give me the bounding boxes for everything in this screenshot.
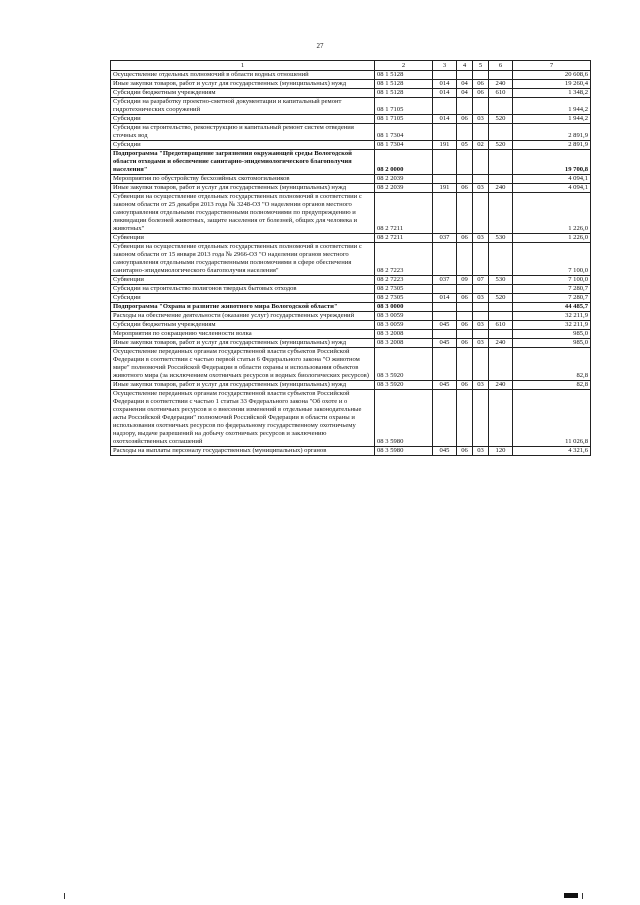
row-code: 08 3 0059	[375, 312, 433, 321]
row-admin-code: 045	[433, 321, 457, 330]
row-expense-type	[489, 124, 513, 141]
row-admin-code	[433, 150, 457, 175]
row-admin-code: 014	[433, 115, 457, 124]
row-amount: 1 944,2	[513, 115, 591, 124]
row-expense-type: 520	[489, 141, 513, 150]
row-name: Субсидии на строительство, реконструкцию и капитальный ремонт систем отведения сточных вод	[111, 124, 375, 141]
row-name: Расходы на выплаты персоналу государственных (муниципальных) органов	[111, 447, 375, 456]
row-name: Субсидии на строительство полигонов твердых бытовых отходов	[111, 285, 375, 294]
row-section	[457, 71, 473, 80]
scan-mark	[64, 893, 65, 899]
row-expense-type	[489, 175, 513, 184]
table-row	[111, 303, 591, 312]
row-code: 08 3 2008	[375, 330, 433, 339]
row-amount: 7 100,0	[513, 243, 591, 276]
header-cell: 5	[473, 61, 489, 71]
row-amount: 11 026,8	[513, 390, 591, 447]
row-name: Мероприятия по сокращению численности волка	[111, 330, 375, 339]
row-expense-type	[489, 285, 513, 294]
table-row	[111, 447, 591, 456]
row-name: Субвенции	[111, 276, 375, 285]
row-amount: 82,8	[513, 348, 591, 381]
row-expense-type: 120	[489, 447, 513, 456]
row-section	[457, 243, 473, 276]
row-amount: 1 348,2	[513, 89, 591, 98]
row-subsection	[473, 175, 489, 184]
row-section: 04	[457, 80, 473, 89]
table-row	[111, 381, 591, 390]
row-expense-type: 610	[489, 321, 513, 330]
row-amount: 2 891,9	[513, 141, 591, 150]
row-subsection	[473, 390, 489, 447]
row-amount: 44 485,7	[513, 303, 591, 312]
row-name: Осуществление переданных органам государственной власти субъектов Российской Федерации в соответствии с частью первой статьи 6 Федерального закона "О животном мире" полномочий Российской Федерации в области охраны и использования объектов животного мира (за исключением охотничьих ресурсов и водных биологических ресурсов)	[111, 348, 375, 381]
table-row	[111, 330, 591, 339]
row-amount: 7 100,0	[513, 276, 591, 285]
row-subsection: 03	[473, 381, 489, 390]
row-admin-code: 014	[433, 80, 457, 89]
row-amount: 7 280,7	[513, 294, 591, 303]
row-expense-type	[489, 348, 513, 381]
row-subsection: 07	[473, 276, 489, 285]
row-expense-type: 240	[489, 184, 513, 193]
table-row	[111, 312, 591, 321]
row-expense-type	[489, 390, 513, 447]
table-row	[111, 175, 591, 184]
row-name: Мероприятия по обустройству бесхозяйных скотомогильников	[111, 175, 375, 184]
row-admin-code	[433, 124, 457, 141]
row-subsection: 03	[473, 321, 489, 330]
row-expense-type	[489, 312, 513, 321]
table-row	[111, 89, 591, 98]
table-row	[111, 243, 591, 276]
table-row	[111, 124, 591, 141]
table-row	[111, 234, 591, 243]
row-code: 08 2 7305	[375, 294, 433, 303]
row-expense-type	[489, 193, 513, 234]
table-row	[111, 141, 591, 150]
table-row	[111, 348, 591, 381]
row-code: 08 1 7304	[375, 124, 433, 141]
row-name: Субвенции на осуществление отдельных государственных полномочий в соответствии с законом области от 25 декабря 2013 года № 3248-ОЗ "О наделении органов местного самоуправления отдельными государственными полномочиями по предупреждению и ликвидации болезней животных, защите населения от болезней, общих для человека и животных"	[111, 193, 375, 234]
row-section	[457, 124, 473, 141]
row-expense-type	[489, 243, 513, 276]
row-admin-code	[433, 175, 457, 184]
header-row	[111, 61, 591, 71]
row-subsection: 03	[473, 234, 489, 243]
row-admin-code	[433, 312, 457, 321]
table-row	[111, 98, 591, 115]
row-expense-type: 240	[489, 381, 513, 390]
row-section	[457, 312, 473, 321]
table-row	[111, 184, 591, 193]
row-subsection	[473, 193, 489, 234]
table-row	[111, 321, 591, 330]
header-cell: 7	[513, 61, 591, 71]
row-admin-code: 045	[433, 381, 457, 390]
table-row	[111, 150, 591, 175]
row-admin-code: 037	[433, 234, 457, 243]
row-code: 08 3 5980	[375, 390, 433, 447]
row-section	[457, 285, 473, 294]
row-name: Субсидии	[111, 294, 375, 303]
row-code: 08 3 5980	[375, 447, 433, 456]
row-amount: 4 094,1	[513, 184, 591, 193]
table-row	[111, 294, 591, 303]
row-name: Субвенции	[111, 234, 375, 243]
row-code: 08 2 7223	[375, 243, 433, 276]
row-section: 06	[457, 321, 473, 330]
row-section	[457, 175, 473, 184]
row-section	[457, 193, 473, 234]
row-code: 08 1 7105	[375, 115, 433, 124]
row-subsection: 02	[473, 141, 489, 150]
row-name: Субсидии на разработку проектно-сметной документации и капитальный ремонт гидротехнических сооружений	[111, 98, 375, 115]
row-section: 06	[457, 115, 473, 124]
row-name: Подпрограмма "Охрана и развитие животного мира Вологодской области"	[111, 303, 375, 312]
row-subsection	[473, 243, 489, 276]
row-subsection: 06	[473, 89, 489, 98]
page-number: 27	[316, 42, 324, 50]
row-admin-code	[433, 390, 457, 447]
row-subsection	[473, 124, 489, 141]
row-amount: 1 944,2	[513, 98, 591, 115]
row-expense-type	[489, 150, 513, 175]
row-subsection	[473, 312, 489, 321]
row-section	[457, 390, 473, 447]
row-section	[457, 303, 473, 312]
row-amount: 32 211,9	[513, 321, 591, 330]
row-admin-code: 045	[433, 339, 457, 348]
row-amount: 1 226,0	[513, 234, 591, 243]
row-expense-type	[489, 303, 513, 312]
row-name: Иные закупки товаров, работ и услуг для государственных (муниципальных) нужд	[111, 184, 375, 193]
row-expense-type: 240	[489, 80, 513, 89]
row-amount: 985,0	[513, 339, 591, 348]
row-admin-code: 014	[433, 89, 457, 98]
row-subsection	[473, 98, 489, 115]
row-name: Расходы на обеспечение деятельности (оказание услуг) государственных учреждений	[111, 312, 375, 321]
row-expense-type	[489, 71, 513, 80]
header-cell: 4	[457, 61, 473, 71]
row-subsection	[473, 330, 489, 339]
row-amount: 985,0	[513, 330, 591, 339]
row-amount: 19 260,4	[513, 80, 591, 89]
row-expense-type	[489, 330, 513, 339]
row-code: 08 3 2008	[375, 339, 433, 348]
row-admin-code	[433, 243, 457, 276]
header-cell: 2	[375, 61, 433, 71]
row-expense-type: 610	[489, 89, 513, 98]
row-amount: 32 211,9	[513, 312, 591, 321]
row-name: Иные закупки товаров, работ и услуг для государственных (муниципальных) нужд	[111, 80, 375, 89]
row-admin-code	[433, 285, 457, 294]
row-admin-code: 045	[433, 447, 457, 456]
row-section: 06	[457, 339, 473, 348]
row-section: 05	[457, 141, 473, 150]
row-amount: 19 700,8	[513, 150, 591, 175]
row-code: 08 3 0000	[375, 303, 433, 312]
row-code: 08 3 5920	[375, 348, 433, 381]
row-code: 08 2 7211	[375, 234, 433, 243]
row-code: 08 2 2039	[375, 184, 433, 193]
row-subsection: 03	[473, 184, 489, 193]
table-row	[111, 390, 591, 447]
row-code: 08 2 0000	[375, 150, 433, 175]
row-expense-type: 520	[489, 115, 513, 124]
row-expense-type: 530	[489, 276, 513, 285]
row-admin-code	[433, 303, 457, 312]
row-expense-type: 530	[489, 234, 513, 243]
table-row	[111, 71, 591, 80]
row-subsection	[473, 348, 489, 381]
row-admin-code	[433, 71, 457, 80]
row-code: 08 1 5128	[375, 71, 433, 80]
row-section: 06	[457, 294, 473, 303]
row-amount: 7 280,7	[513, 285, 591, 294]
row-code: 08 2 7305	[375, 285, 433, 294]
row-expense-type: 240	[489, 339, 513, 348]
row-admin-code	[433, 193, 457, 234]
row-admin-code	[433, 330, 457, 339]
row-code: 08 3 5920	[375, 381, 433, 390]
table-row	[111, 115, 591, 124]
row-section	[457, 98, 473, 115]
row-amount: 82,8	[513, 381, 591, 390]
row-section: 04	[457, 89, 473, 98]
row-name: Субвенции на осуществление отдельных государственных полномочий в соответствии с законом области от 15 января 2013 года № 2966-ОЗ "О наделении органов местного самоуправления отдельными государственными полномочиями в сфере обеспечения санитарно-эпидемиологического благополучия населения"	[111, 243, 375, 276]
row-name: Субсидии	[111, 141, 375, 150]
row-subsection: 03	[473, 339, 489, 348]
table-row	[111, 285, 591, 294]
row-section: 06	[457, 381, 473, 390]
row-code: 08 3 0059	[375, 321, 433, 330]
row-section	[457, 348, 473, 381]
row-subsection	[473, 303, 489, 312]
header-cell: 1	[111, 61, 375, 71]
row-name: Субсидии	[111, 115, 375, 124]
scan-mark	[582, 893, 583, 899]
row-subsection: 03	[473, 447, 489, 456]
row-admin-code: 191	[433, 184, 457, 193]
row-subsection: 03	[473, 294, 489, 303]
table-row	[111, 339, 591, 348]
row-section	[457, 150, 473, 175]
row-amount: 2 891,9	[513, 124, 591, 141]
table-row	[111, 276, 591, 285]
row-amount: 1 226,0	[513, 193, 591, 234]
row-admin-code: 014	[433, 294, 457, 303]
row-code: 08 2 7223	[375, 276, 433, 285]
row-name: Иные закупки товаров, работ и услуг для государственных (муниципальных) нужд	[111, 339, 375, 348]
header-cell: 6	[489, 61, 513, 71]
budget-table	[110, 60, 591, 456]
row-expense-type	[489, 98, 513, 115]
table-row	[111, 193, 591, 234]
row-section: 09	[457, 276, 473, 285]
row-admin-code	[433, 348, 457, 381]
row-code: 08 2 7211	[375, 193, 433, 234]
row-subsection	[473, 150, 489, 175]
row-name: Субсидии бюджетным учреждениям	[111, 321, 375, 330]
row-code: 08 1 5128	[375, 80, 433, 89]
row-section: 06	[457, 447, 473, 456]
header-cell: 3	[433, 61, 457, 71]
row-name: Подпрограмма "Предотвращение загрязнения окружающей среды Вологодской области отходами и обеспечение санитарно-эпидемиологического благополучия населения"	[111, 150, 375, 175]
row-name: Осуществление отдельных полномочий в области водных отношений	[111, 71, 375, 80]
row-subsection	[473, 71, 489, 80]
row-section	[457, 330, 473, 339]
row-code: 08 1 5128	[375, 89, 433, 98]
row-name: Осуществление переданных органам государственной власти субъектов Российской Федерации в соответствии с частью 1 статьи 33 Федерального закона "Об охоте и о сохранении охотничьих ресурсов и о внесении изменений в отдельные законодательные акты Российской Федерации" полномочий Российской Федерации в области охраны и использования охотничьих ресурсов по федеральному государственному охотничьему надзору, выдаче разрешений на добычу охотничьих ресурсов и заключению охотхозяйственных соглашений	[111, 390, 375, 447]
row-name: Субсидии бюджетным учреждениям	[111, 89, 375, 98]
row-amount: 20 608,6	[513, 71, 591, 80]
row-name: Иные закупки товаров, работ и услуг для государственных (муниципальных) нужд	[111, 381, 375, 390]
row-admin-code: 037	[433, 276, 457, 285]
row-amount: 4 094,1	[513, 175, 591, 184]
row-subsection	[473, 285, 489, 294]
table-row	[111, 80, 591, 89]
row-admin-code: 191	[433, 141, 457, 150]
barcode-mark	[564, 893, 578, 898]
row-code: 08 2 2039	[375, 175, 433, 184]
row-expense-type: 520	[489, 294, 513, 303]
row-admin-code	[433, 98, 457, 115]
row-amount: 4 321,6	[513, 447, 591, 456]
row-section: 06	[457, 234, 473, 243]
row-subsection: 03	[473, 115, 489, 124]
row-subsection: 06	[473, 80, 489, 89]
row-section: 06	[457, 184, 473, 193]
row-code: 08 1 7105	[375, 98, 433, 115]
row-code: 08 1 7304	[375, 141, 433, 150]
